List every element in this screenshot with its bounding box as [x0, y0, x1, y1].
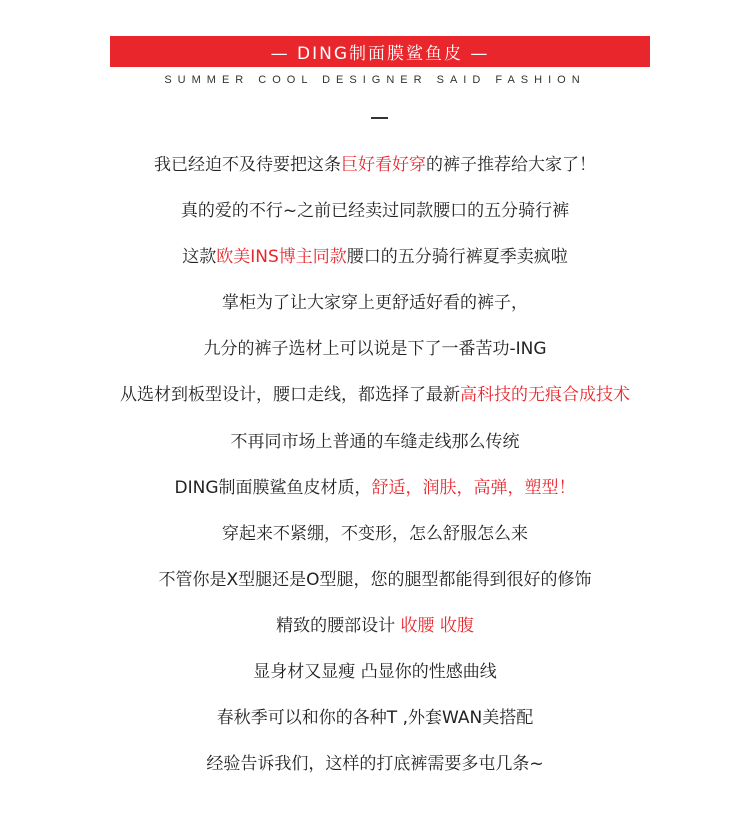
description-line — [0, 427, 750, 473]
line-text: 穿起来不紧绷，不变形，怎么舒服怎么来 — [222, 523, 528, 544]
description-line — [0, 749, 750, 795]
line-text: 从选材到板型设计，腰口走线，都选择了最新 — [120, 385, 460, 406]
line-text: 这款 — [182, 247, 217, 268]
divider — [371, 117, 388, 119]
line-text: DING制面膜鲨鱼皮材质， — [174, 477, 372, 498]
line-text: 真的爱的不行~之前已经卖过同款腰口的五分骑行裤 — [180, 201, 570, 222]
description-line — [0, 242, 750, 288]
description-line — [0, 657, 750, 703]
description-lines — [0, 150, 750, 795]
line-text: 我已经迫不及待要把这条 — [154, 155, 341, 175]
description-line — [0, 519, 750, 565]
description-line — [0, 703, 750, 749]
line-text: 不再同市场上普通的车缝走线那么传统 — [230, 431, 520, 452]
highlight-text: 欧美INS博主同款 — [216, 247, 347, 268]
title-banner — [110, 36, 650, 67]
line-text: 精致的腰部设计 — [276, 615, 401, 636]
line-text: 的裤子推荐给大家了！ — [426, 155, 596, 175]
description-line — [0, 611, 750, 657]
line-text: 经验告诉我们，这样的打底裤需要多屯几条~ — [206, 754, 544, 775]
description-line — [0, 150, 750, 196]
highlight-text: 高科技的无痕合成技术 — [460, 385, 630, 406]
description-line — [0, 473, 750, 519]
line-text: 掌柜为了让大家穿上更舒适好看的裤子， — [222, 293, 528, 314]
description-line — [0, 565, 750, 611]
subtitle: SUMMER COOL DESIGNER SAID FASHION — [164, 74, 586, 86]
highlight-text: 巨好看好穿 — [341, 155, 426, 175]
description-line — [0, 380, 750, 426]
highlight-text: 舒适，润肤，高弹，塑型！ — [371, 477, 576, 498]
description-line — [0, 196, 750, 242]
line-text: 春秋季可以和你的各种T ,外套WAN美搭配 — [216, 708, 534, 729]
line-text: 腰口的五分骑行裤夏季卖疯啦 — [346, 247, 568, 268]
highlight-text: 收腰 收腹 — [400, 615, 474, 636]
description-line — [0, 334, 750, 380]
banner-title: — DING制面膜鲨鱼皮 — — [270, 44, 490, 64]
line-text: 显身材又显瘦 凸显你的性感曲线 — [253, 662, 497, 683]
line-text: 九分的裤子选材上可以说是下了一番苦功-ING — [203, 339, 547, 360]
description-line — [0, 288, 750, 334]
line-text: 不管你是X型腿还是O型腿，您的腿型都能得到很好的修饰 — [158, 569, 592, 590]
